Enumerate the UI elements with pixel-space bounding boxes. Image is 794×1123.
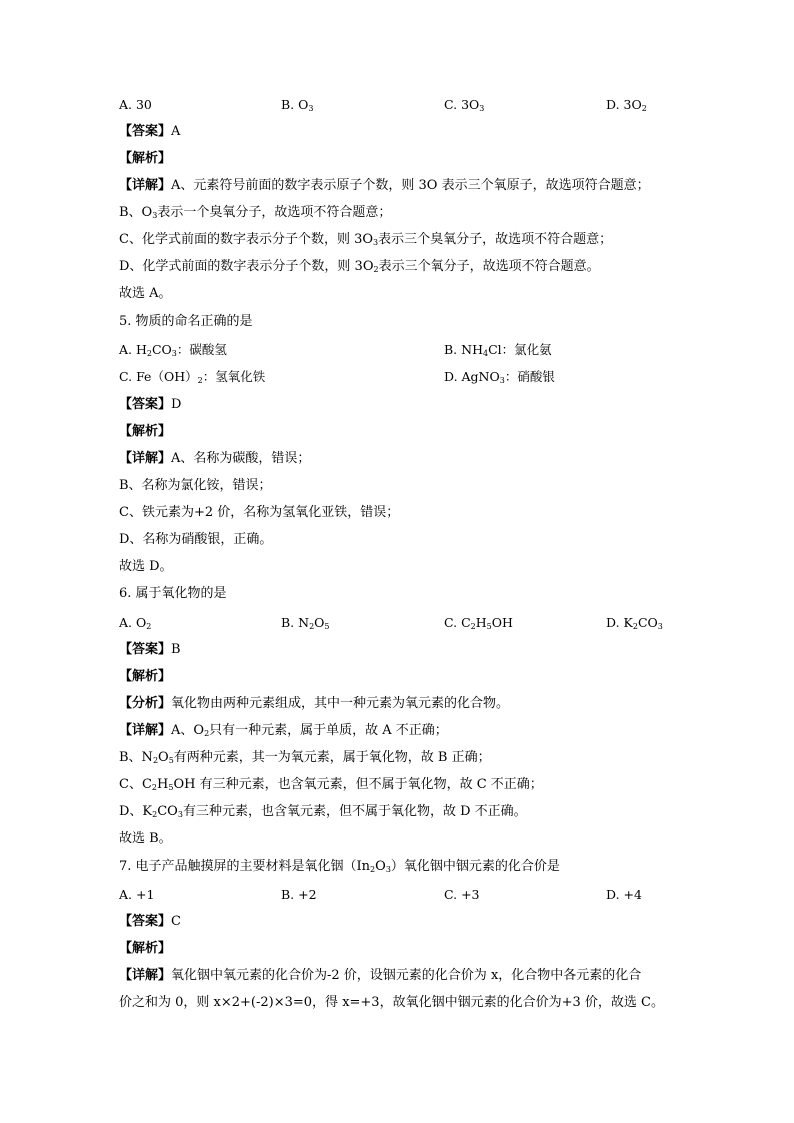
q6-option-c: C. $C_2H_5OH$ xyxy=(444,615,513,631)
q5-option-a: A. $H_2CO_3$：碳酸氢 xyxy=(119,342,227,358)
q7-option-d: D. +4 xyxy=(606,887,642,902)
q4-detail-line-3: C、化学式前面的数字表示分子个数，则 $3O_3$表示三个臭氧分子，故选项不符合题意； xyxy=(119,232,613,247)
q7-option-a: A. +1 xyxy=(119,887,155,902)
q5-option-b: B. $NH_4Cl$：氯化氨 xyxy=(444,342,552,358)
q5-option-c: C. $Fe(OH)_2$：氢氧化铁 xyxy=(119,369,266,385)
q6-answer: 【答案】B xyxy=(119,642,181,657)
q4-answer: 【答案】A xyxy=(119,124,181,139)
q4-detail-line-4: D、化学式前面的数字表示分子个数，则 $3O_2$表示三个氧分子，故选项不符合题意。 xyxy=(119,259,600,274)
q6-analysis-heading: 【解析】 xyxy=(119,669,172,684)
q4-option-a: A. 30 xyxy=(119,97,152,112)
q7-stem: 7. 电子产品触摸屏的主要材料是氧化铟$(In_2O_3)$氧化铟中铟元素的化合价是 xyxy=(119,859,560,874)
q5-detail-line-1: 【详解】A、名称为碳酸，错误； xyxy=(119,451,311,466)
q6-fenxi: 【分析】氧化物由两种元素组成，其中一种元素为氧元素的化合物。 xyxy=(119,696,510,711)
q5-detail-line-2: B、名称为氯化铵，错误； xyxy=(119,478,272,493)
q6-detail-line-1: 【详解】A、$O_2$只有一种元素，属于单质，故 A 不正确； xyxy=(119,723,448,738)
q5-option-d: D. AgNO$_3$：硝酸银 xyxy=(444,369,555,385)
q6-detail-line-4: D、$K_2CO_3$有三种元素，也含氧元素，但不属于氧化物，故 D 不正确。 xyxy=(119,804,527,819)
q7-option-b: B. +2 xyxy=(281,887,317,902)
q4-option-d: D. $3O_2$ xyxy=(606,97,647,113)
q5-detail-line-4: D、名称为硝酸银，正确。 xyxy=(119,532,273,547)
q7-detail-line-2: 价之和为 0，则 x×2+(-2)×3=0，得 x=+3，故氧化铟中铟元素的化合价为+3 价，故选 C。 xyxy=(119,995,664,1010)
q6-option-a: A. $O_2$ xyxy=(119,615,152,631)
q6-option-d: D. $K_2CO_3$ xyxy=(606,615,663,631)
q7-analysis-heading: 【解析】 xyxy=(119,941,172,956)
q4-option-b: B. $O_3$ xyxy=(281,97,314,113)
q4-detail-line-1: 【详解】A、元素符号前面的数字表示原子个数，则 3O 表示三个氧原子，故选项符合题意； xyxy=(119,178,650,193)
q6-detail-line-2: B、$N_2O_5$有两种元素，其一为氧元素，属于氧化物，故 B 正确； xyxy=(119,750,491,765)
q7-option-c: C. +3 xyxy=(444,887,480,902)
q4-option-c: C. $3O_3$ xyxy=(444,97,485,113)
q4-detail-line-2: B、$O_3$表示一个臭氧分子，故选项不符合题意； xyxy=(119,205,392,220)
q6-conclusion: 故选 B。 xyxy=(119,831,172,846)
q6-stem: 6. 属于氧化物的是 xyxy=(119,586,227,601)
q6-option-b: B. $N_2O_5$ xyxy=(281,615,330,631)
q5-stem: 5. 物质的命名正确的是 xyxy=(119,314,253,329)
q5-analysis-heading: 【解析】 xyxy=(119,424,172,439)
q4-conclusion: 故选 A。 xyxy=(119,286,172,301)
q6-detail-line-3: C、$C_2H_5OH$ 有三种元素，也含氧元素，但不属于氧化物，故 C 不正确； xyxy=(119,777,543,792)
q4-analysis-heading: 【解析】 xyxy=(119,151,172,166)
q7-detail-line-1: 【详解】氧化铟中氧元素的化合价为-2 价，设铟元素的化合价为 x，化合物中各元素的化合 xyxy=(119,968,642,983)
q5-conclusion: 故选 D。 xyxy=(119,559,173,574)
q5-answer: 【答案】D xyxy=(119,397,182,412)
q7-answer: 【答案】C xyxy=(119,914,181,929)
q5-detail-line-3: C、铁元素为+2 价，名称为氢氧化亚铁，错误； xyxy=(119,505,400,520)
